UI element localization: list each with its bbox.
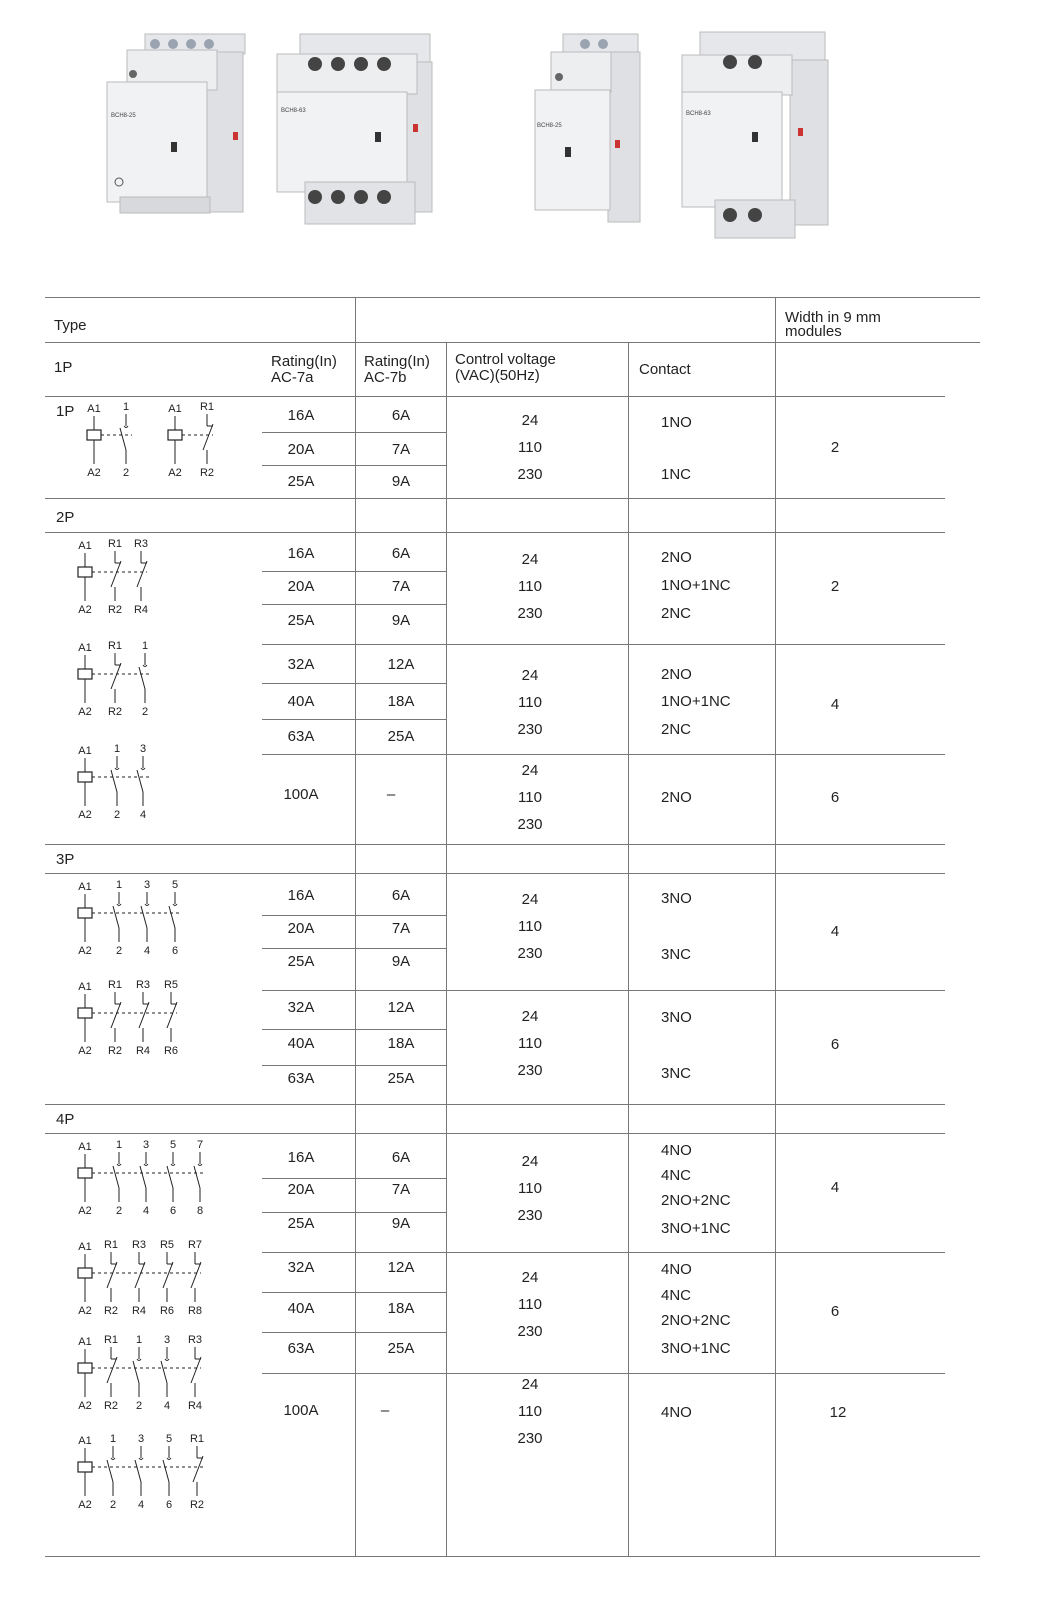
nc-blade bbox=[193, 1456, 203, 1482]
ac7b-value: 9A bbox=[391, 1215, 411, 1232]
wiring-diagram bbox=[75, 742, 173, 822]
nc-blade bbox=[111, 663, 121, 689]
ac7b-value: 12A bbox=[387, 999, 415, 1016]
contact-label-bottom: R2 bbox=[103, 1305, 119, 1317]
ac7a-value: 100A bbox=[283, 786, 319, 803]
voltage-value: 24 bbox=[521, 1269, 539, 1286]
ac7b-value: 18A bbox=[387, 1300, 415, 1317]
contact-label-top: R5 bbox=[159, 1239, 175, 1251]
no-terminal bbox=[111, 1458, 115, 1460]
no-blade bbox=[163, 1460, 169, 1482]
coil-label-bottom: A2 bbox=[78, 604, 92, 616]
ac7a-value: 16A bbox=[287, 407, 315, 424]
ac7b-value: 6A bbox=[391, 1149, 411, 1166]
wiring-diagram bbox=[75, 1432, 227, 1512]
ac7a-value: 25A bbox=[287, 953, 315, 970]
contact-label-bottom: 2 bbox=[135, 1400, 143, 1412]
coil-label-top: A1 bbox=[78, 642, 92, 654]
table-rule bbox=[45, 498, 945, 499]
contact-value: 2NC bbox=[661, 721, 692, 738]
contact-value: 1NO+1NC bbox=[661, 693, 731, 710]
contact-label-bottom: 4 bbox=[137, 1499, 145, 1511]
contact-label-top: R1 bbox=[199, 401, 215, 413]
coil-label-bottom: A2 bbox=[78, 706, 92, 718]
no-blade bbox=[113, 1166, 119, 1188]
ac7a-value: 63A bbox=[287, 1340, 315, 1357]
contact-label-top: 3 bbox=[143, 879, 151, 891]
header-rating-ac7a-sub: AC-7a bbox=[271, 369, 314, 386]
nc-blade bbox=[111, 561, 121, 587]
table-rule bbox=[45, 844, 945, 845]
coil-symbol bbox=[78, 1363, 92, 1373]
coil-symbol bbox=[87, 430, 101, 440]
contact-value: 1NC bbox=[661, 466, 692, 483]
header-control-voltage: Control voltage bbox=[455, 351, 556, 368]
width-value: 4 bbox=[830, 1179, 840, 1196]
ac7b-value: 18A bbox=[387, 693, 415, 710]
table-column-rule bbox=[628, 342, 629, 1556]
wiring-diagram bbox=[75, 1333, 225, 1413]
ac7a-value: 32A bbox=[287, 1259, 315, 1276]
ac7a-value: 16A bbox=[287, 1149, 315, 1166]
ac7b-value: – bbox=[380, 1402, 390, 1419]
nc-blade bbox=[139, 1002, 149, 1028]
voltage-value: 110 bbox=[518, 918, 542, 935]
coil-label-top: A1 bbox=[78, 1435, 92, 1447]
contact-label-top: 1 bbox=[113, 743, 121, 755]
contact-label-top: R3 bbox=[131, 1239, 147, 1251]
contact-label-bottom: R2 bbox=[107, 706, 123, 718]
width-value: 4 bbox=[830, 696, 840, 713]
contact-label-top: 1 bbox=[135, 1334, 143, 1346]
no-blade bbox=[133, 1361, 139, 1383]
contact-label-top: R1 bbox=[103, 1239, 119, 1251]
nc-blade bbox=[107, 1357, 117, 1383]
table-rule bbox=[45, 532, 945, 533]
no-terminal bbox=[139, 1458, 143, 1460]
no-blade bbox=[139, 667, 145, 689]
contact-label-top: R3 bbox=[133, 538, 149, 550]
ac7b-value: 6A bbox=[391, 407, 411, 424]
voltage-value: 230 bbox=[517, 605, 543, 622]
contact-value: 3NO bbox=[661, 1009, 692, 1026]
wiring-diagram bbox=[75, 978, 201, 1058]
ac7b-value: 25A bbox=[387, 1340, 415, 1357]
coil-label-top: A1 bbox=[78, 1241, 92, 1253]
voltage-value: 24 bbox=[521, 667, 539, 684]
voltage-value: 24 bbox=[521, 1008, 539, 1025]
no-blade bbox=[120, 428, 126, 450]
coil-label-top: A1 bbox=[78, 881, 92, 893]
voltage-value: 110 bbox=[518, 439, 542, 456]
contact-value: 2NO+2NC bbox=[661, 1192, 731, 1209]
product-model-label: BCH8-25 bbox=[537, 123, 562, 129]
no-blade bbox=[141, 906, 147, 928]
ac7b-value: 7A bbox=[391, 920, 411, 937]
table-rule bbox=[262, 644, 945, 645]
contact-label-top: 5 bbox=[165, 1433, 173, 1445]
contact-label-top: R1 bbox=[103, 1334, 119, 1346]
coil-label-top: A1 bbox=[78, 981, 92, 993]
contact-label-top: R7 bbox=[187, 1239, 203, 1251]
ac7a-value: 25A bbox=[287, 473, 315, 490]
voltage-value: 24 bbox=[521, 1376, 539, 1393]
table-rule bbox=[45, 297, 980, 298]
no-terminal bbox=[171, 1164, 175, 1166]
voltage-value: 230 bbox=[517, 1323, 543, 1340]
contact-label-bottom: 2 bbox=[122, 467, 130, 479]
nc-blade bbox=[135, 1262, 145, 1288]
contact-value: 4NO bbox=[661, 1142, 692, 1159]
contact-value: 4NC bbox=[661, 1167, 692, 1184]
coil-symbol bbox=[78, 1268, 92, 1278]
nc-blade bbox=[163, 1262, 173, 1288]
contact-label-top: 1 bbox=[109, 1433, 117, 1445]
ac7a-value: 20A bbox=[287, 1181, 315, 1198]
voltage-value: 230 bbox=[517, 466, 543, 483]
no-terminal bbox=[198, 1164, 202, 1166]
ac7b-value: 7A bbox=[391, 578, 411, 595]
coil-label-bottom: A2 bbox=[78, 1400, 92, 1412]
ac7a-value: 16A bbox=[287, 887, 315, 904]
product-model-label: BCH8-63 bbox=[281, 108, 306, 114]
contact-label-bottom: R2 bbox=[103, 1400, 119, 1412]
section-4p: 4P bbox=[56, 1111, 75, 1128]
wiring-diagram bbox=[75, 639, 175, 719]
table-column-rule bbox=[775, 297, 776, 1556]
contact-label-top: 5 bbox=[171, 879, 179, 891]
voltage-value: 110 bbox=[518, 1035, 542, 1052]
header-type: Type bbox=[54, 317, 87, 334]
width-value: 6 bbox=[830, 789, 840, 806]
contact-value: 2NO bbox=[661, 549, 692, 566]
contact-value: 2NO bbox=[661, 666, 692, 683]
contact-label-bottom: 8 bbox=[196, 1205, 204, 1217]
voltage-value: 110 bbox=[518, 1180, 542, 1197]
no-blade bbox=[107, 1460, 113, 1482]
ac7a-value: 25A bbox=[287, 612, 315, 629]
wiring-diagram bbox=[165, 400, 237, 480]
ac7b-value: 9A bbox=[391, 953, 411, 970]
voltage-value: 110 bbox=[518, 789, 542, 806]
contact-value: 1NO+1NC bbox=[661, 577, 731, 594]
coil-label-bottom: A2 bbox=[87, 467, 101, 479]
product-model-label: BCH8-63 bbox=[686, 111, 711, 117]
coil-label-bottom: A2 bbox=[78, 1205, 92, 1217]
ac7b-value: 25A bbox=[387, 728, 415, 745]
nc-blade bbox=[111, 1002, 121, 1028]
no-terminal bbox=[115, 768, 119, 770]
wiring-diagram bbox=[75, 1238, 225, 1318]
width-value: 6 bbox=[830, 1303, 840, 1320]
no-terminal bbox=[141, 768, 145, 770]
table-column-rule bbox=[446, 342, 447, 1556]
contact-label-bottom: 2 bbox=[141, 706, 149, 718]
voltage-value: 230 bbox=[517, 1430, 543, 1447]
no-terminal bbox=[144, 1164, 148, 1166]
coil-symbol bbox=[78, 1008, 92, 1018]
header-1p: 1P bbox=[54, 359, 73, 376]
coil-label-bottom: A2 bbox=[78, 1499, 92, 1511]
contact-value: 2NC bbox=[661, 605, 692, 622]
contact-label-top: R1 bbox=[189, 1433, 205, 1445]
no-blade bbox=[113, 906, 119, 928]
coil-label-top: A1 bbox=[78, 1336, 92, 1348]
coil-label-top: A1 bbox=[87, 403, 101, 415]
coil-label-bottom: A2 bbox=[78, 1045, 92, 1057]
ac7b-value: 12A bbox=[387, 1259, 415, 1276]
ac7a-value: 40A bbox=[287, 1300, 315, 1317]
no-terminal bbox=[165, 1359, 169, 1361]
contact-label-bottom: R4 bbox=[133, 604, 149, 616]
width-value: 6 bbox=[830, 1036, 840, 1053]
coil-symbol bbox=[78, 908, 92, 918]
nc-blade bbox=[191, 1357, 201, 1383]
contact-label-top: 7 bbox=[196, 1139, 204, 1151]
contact-value: 2NO+2NC bbox=[661, 1312, 731, 1329]
contact-label-bottom: 4 bbox=[163, 1400, 171, 1412]
coil-symbol bbox=[78, 1462, 92, 1472]
no-blade bbox=[140, 1166, 146, 1188]
table-rule bbox=[262, 990, 945, 991]
contact-label-bottom: R4 bbox=[187, 1400, 203, 1412]
nc-blade bbox=[191, 1262, 201, 1288]
contact-label-bottom: 2 bbox=[115, 1205, 123, 1217]
nc-blade bbox=[107, 1262, 117, 1288]
header-contact: Contact bbox=[639, 361, 691, 378]
voltage-value: 110 bbox=[518, 1296, 542, 1313]
ac7a-value: 63A bbox=[287, 1070, 315, 1087]
coil-label-bottom: A2 bbox=[78, 945, 92, 957]
contact-label-bottom: 4 bbox=[143, 945, 151, 957]
contact-label-bottom: R6 bbox=[159, 1305, 175, 1317]
width-value: 12 bbox=[829, 1404, 847, 1421]
product-model-label: BCH8-25 bbox=[111, 113, 136, 119]
width-value: 2 bbox=[830, 439, 840, 456]
section-3p: 3P bbox=[56, 851, 75, 868]
voltage-value: 24 bbox=[521, 551, 539, 568]
ac7a-value: 100A bbox=[283, 1402, 319, 1419]
contact-label-bottom: 2 bbox=[113, 809, 121, 821]
table-rule bbox=[262, 1252, 945, 1253]
ac7a-value: 32A bbox=[287, 999, 315, 1016]
coil-symbol bbox=[78, 772, 92, 782]
contact-label-top: 3 bbox=[137, 1433, 145, 1445]
coil-label-top: A1 bbox=[78, 540, 92, 552]
contact-label-bottom: 2 bbox=[115, 945, 123, 957]
ac7a-value: 20A bbox=[287, 920, 315, 937]
contact-label-bottom: 2 bbox=[109, 1499, 117, 1511]
voltage-value: 230 bbox=[517, 816, 543, 833]
table-column-rule bbox=[355, 297, 356, 1556]
ac7b-value: 12A bbox=[387, 656, 415, 673]
ac7b-value: 6A bbox=[391, 545, 411, 562]
wiring-diagram bbox=[84, 400, 156, 480]
coil-label-bottom: A2 bbox=[78, 1305, 92, 1317]
nc-blade bbox=[203, 424, 213, 450]
voltage-value: 230 bbox=[517, 1062, 543, 1079]
ac7b-value: 25A bbox=[387, 1070, 415, 1087]
ac7a-value: 32A bbox=[287, 656, 315, 673]
contact-label-bottom: R2 bbox=[189, 1499, 205, 1511]
voltage-value: 110 bbox=[518, 694, 542, 711]
coil-symbol bbox=[78, 669, 92, 679]
wiring-diagram bbox=[75, 878, 205, 958]
ac7b-value: 7A bbox=[391, 1181, 411, 1198]
table-rule bbox=[262, 754, 945, 755]
header-rating-ac7b-sub: AC-7b bbox=[364, 369, 407, 386]
contact-label-top: R3 bbox=[187, 1334, 203, 1346]
no-blade bbox=[137, 770, 143, 792]
table-rule bbox=[45, 873, 945, 874]
contact-value: 3NO+1NC bbox=[661, 1340, 731, 1357]
section-2p: 2P bbox=[56, 509, 75, 526]
coil-symbol bbox=[78, 1168, 92, 1178]
ac7a-value: 63A bbox=[287, 728, 315, 745]
contact-label-top: 1 bbox=[115, 879, 123, 891]
width-value: 2 bbox=[830, 578, 840, 595]
wiring-diagram bbox=[75, 537, 171, 617]
voltage-value: 24 bbox=[521, 891, 539, 908]
contact-label-top: 1 bbox=[141, 640, 149, 652]
coil-label-top: A1 bbox=[78, 745, 92, 757]
voltage-value: 24 bbox=[521, 412, 539, 429]
header-rating-ac7b: Rating(In) bbox=[364, 353, 430, 370]
ac7a-value: 20A bbox=[287, 441, 315, 458]
contact-label-bottom: R4 bbox=[131, 1305, 147, 1317]
contact-label-top: R5 bbox=[163, 979, 179, 991]
contact-value: 3NO+1NC bbox=[661, 1220, 731, 1237]
no-terminal bbox=[137, 1359, 141, 1361]
contact-label-top: 1 bbox=[122, 401, 130, 413]
voltage-value: 24 bbox=[521, 762, 539, 779]
contact-label-bottom: 6 bbox=[171, 945, 179, 957]
wiring-diagram bbox=[75, 1138, 230, 1218]
no-terminal bbox=[124, 426, 128, 428]
contact-label-bottom: 4 bbox=[142, 1205, 150, 1217]
contact-label-top: 3 bbox=[163, 1334, 171, 1346]
ac7b-value: 18A bbox=[387, 1035, 415, 1052]
contact-label-bottom: R4 bbox=[135, 1045, 151, 1057]
coil-label-bottom: A2 bbox=[78, 809, 92, 821]
coil-label-bottom: A2 bbox=[168, 467, 182, 479]
contact-label-bottom: R2 bbox=[107, 604, 123, 616]
ac7a-value: 40A bbox=[287, 693, 315, 710]
no-blade bbox=[169, 906, 175, 928]
voltage-value: 230 bbox=[517, 1207, 543, 1224]
contact-label-top: 3 bbox=[139, 743, 147, 755]
voltage-value: 110 bbox=[518, 578, 542, 595]
contact-label-top: R1 bbox=[107, 538, 123, 550]
header-width: Width in 9 mm modules bbox=[785, 309, 881, 340]
contact-value: 4NC bbox=[661, 1287, 692, 1304]
no-terminal bbox=[173, 904, 177, 906]
no-blade bbox=[194, 1166, 200, 1188]
ac7a-value: 16A bbox=[287, 545, 315, 562]
contact-value: 3NC bbox=[661, 946, 692, 963]
width-value: 4 bbox=[830, 923, 840, 940]
contact-value: 4NO bbox=[661, 1261, 692, 1278]
voltage-value: 230 bbox=[517, 721, 543, 738]
table-rule bbox=[45, 1104, 945, 1105]
ac7b-value: 9A bbox=[391, 612, 411, 629]
voltage-value: 230 bbox=[517, 945, 543, 962]
table-rule bbox=[45, 342, 980, 343]
voltage-value: 110 bbox=[518, 1403, 542, 1420]
contact-label-bottom: R6 bbox=[163, 1045, 179, 1057]
contact-label-bottom: 6 bbox=[169, 1205, 177, 1217]
no-terminal bbox=[117, 904, 121, 906]
contact-label-top: R1 bbox=[107, 979, 123, 991]
contact-value: 1NO bbox=[661, 414, 692, 431]
nc-blade bbox=[167, 1002, 177, 1028]
contact-label-bottom: 6 bbox=[165, 1499, 173, 1511]
ac7a-value: 25A bbox=[287, 1215, 315, 1232]
table-rule bbox=[45, 1556, 980, 1557]
table-rule bbox=[262, 1373, 945, 1374]
contact-label-top: R3 bbox=[135, 979, 151, 991]
no-blade bbox=[111, 770, 117, 792]
no-terminal bbox=[117, 1164, 121, 1166]
contact-value: 3NC bbox=[661, 1065, 692, 1082]
contact-label-top: 5 bbox=[169, 1139, 177, 1151]
ac7a-value: 40A bbox=[287, 1035, 315, 1052]
no-blade bbox=[135, 1460, 141, 1482]
contact-label-bottom: R2 bbox=[199, 467, 215, 479]
contact-label-bottom: R2 bbox=[107, 1045, 123, 1057]
contact-value: 2NO bbox=[661, 789, 692, 806]
contact-label-top: R1 bbox=[107, 640, 123, 652]
contact-label-top: 3 bbox=[142, 1139, 150, 1151]
table-rule bbox=[45, 396, 945, 397]
voltage-value: 24 bbox=[521, 1153, 539, 1170]
coil-label-top: A1 bbox=[78, 1141, 92, 1153]
table-rule bbox=[45, 1133, 945, 1134]
no-terminal bbox=[143, 665, 147, 667]
contact-value: 4NO bbox=[661, 1404, 692, 1421]
coil-symbol bbox=[168, 430, 182, 440]
header-rating-ac7a: Rating(In) bbox=[271, 353, 337, 370]
section-1p: 1P bbox=[56, 403, 75, 420]
no-blade bbox=[161, 1361, 167, 1383]
contact-value: 3NO bbox=[661, 890, 692, 907]
no-terminal bbox=[167, 1458, 171, 1460]
ac7a-value: 20A bbox=[287, 578, 315, 595]
no-blade bbox=[167, 1166, 173, 1188]
ac7b-value: 6A bbox=[391, 887, 411, 904]
no-terminal bbox=[145, 904, 149, 906]
contact-label-top: 1 bbox=[115, 1139, 123, 1151]
contact-label-bottom: 4 bbox=[139, 809, 147, 821]
ac7b-value: 9A bbox=[391, 473, 411, 490]
coil-symbol bbox=[78, 567, 92, 577]
nc-blade bbox=[137, 561, 147, 587]
ac7b-value: 7A bbox=[391, 441, 411, 458]
contact-label-bottom: R8 bbox=[187, 1305, 203, 1317]
ac7b-value: – bbox=[386, 786, 396, 803]
coil-label-top: A1 bbox=[168, 403, 182, 415]
header-control-voltage-sub: (VAC)(50Hz) bbox=[455, 367, 540, 384]
